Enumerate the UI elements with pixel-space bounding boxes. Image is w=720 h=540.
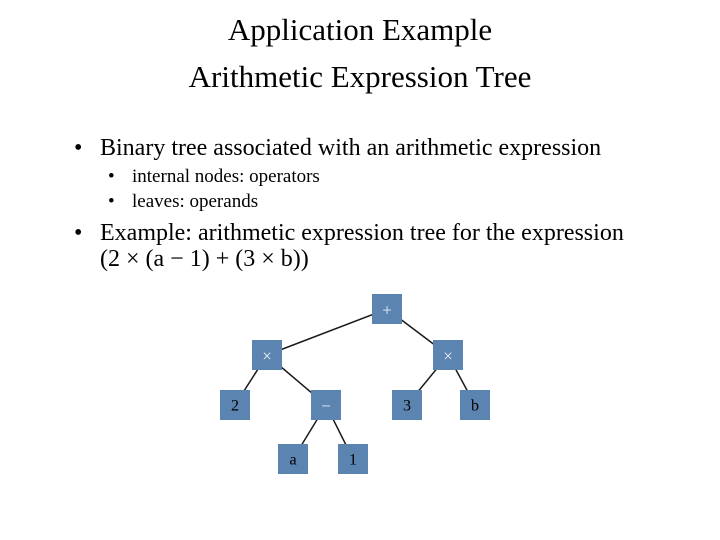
bullet-dot-icon: • <box>108 166 115 187</box>
bullet-2-text-line-2: (2 × (a − 1) + (3 × b)) <box>100 246 309 272</box>
sub-bullet-1-text: internal nodes: operators <box>132 166 320 187</box>
tree-node-label: 1 <box>349 451 357 469</box>
tree-edge-root-left_mul <box>267 309 387 355</box>
tree-node-one <box>338 444 368 474</box>
sub-bullet-2-text: leaves: operands <box>132 191 259 212</box>
title-line-1: Application Example <box>227 12 493 47</box>
tree-node-right_mul <box>433 340 463 370</box>
tree-node-b <box>460 390 490 420</box>
tree-node-a <box>278 444 308 474</box>
bullet-dot-icon: • <box>108 191 115 212</box>
tree-node-label: a <box>289 451 297 469</box>
tree-node-label: + <box>382 300 392 320</box>
tree-node-two <box>220 390 250 420</box>
tree-node-label: − <box>321 396 331 416</box>
tree-node-three <box>392 390 422 420</box>
bullet-2-text-line-1: Example: arithmetic expression tree for the expression <box>100 220 624 246</box>
tree-edges <box>235 309 475 459</box>
tree-node-label: b <box>471 397 479 415</box>
title-line-2: Arithmetic Expression Tree <box>188 59 532 94</box>
tree-node-left_mul <box>252 340 282 370</box>
tree-node-minus <box>311 390 341 420</box>
tree-node-label: 3 <box>403 397 411 415</box>
tree-node-label: 2 <box>231 397 239 415</box>
tree-node-label: × <box>443 346 453 366</box>
bullet-dot-icon: • <box>74 220 83 246</box>
tree-node-root <box>372 294 402 324</box>
bullet-1-text: Binary tree associated with an arithmetic expression <box>100 135 602 161</box>
bullet-dot-icon: • <box>74 135 83 161</box>
tree-node-label: × <box>262 346 272 366</box>
